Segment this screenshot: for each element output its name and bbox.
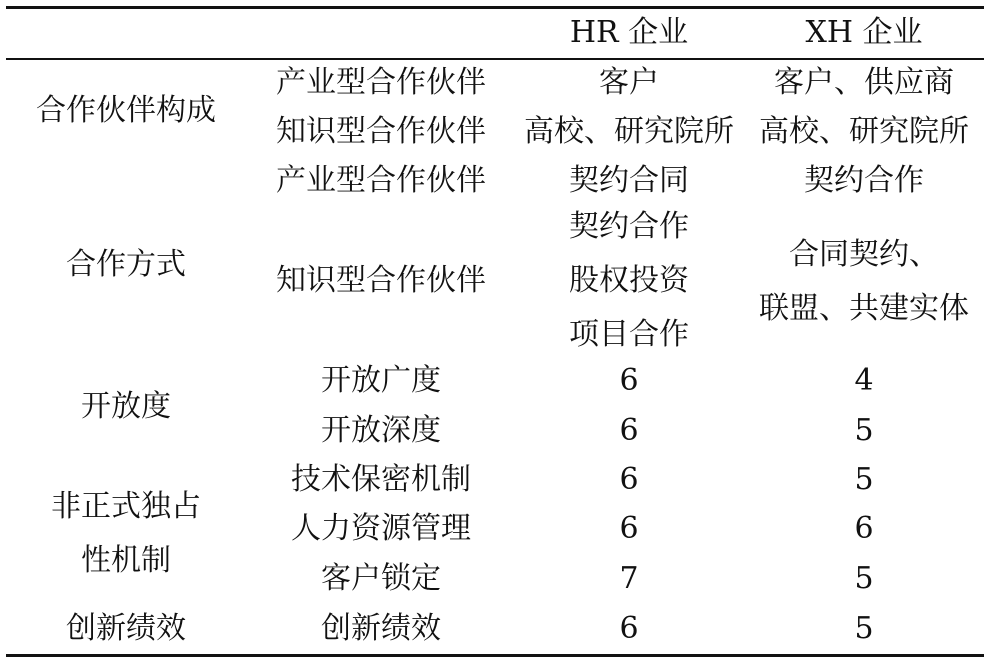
column-header-hr: HR 企业 xyxy=(569,15,689,50)
group-label-informal-line1: 非正式独占 xyxy=(51,489,201,524)
row-hr-value-line2: 股权投资 xyxy=(569,263,689,298)
row-sub-label: 技术保密机制 xyxy=(291,462,471,497)
row-sub-label: 人力资源管理 xyxy=(291,511,471,546)
row-sub-label: 产业型合作伙伴 xyxy=(276,163,486,198)
row-hr-value: 6 xyxy=(619,413,639,448)
row-xh-value: 5 xyxy=(854,611,874,646)
row-xh-value: 5 xyxy=(854,561,874,596)
row-sub-label: 知识型合作伙伴 xyxy=(276,263,486,298)
row-xh-value: 6 xyxy=(854,511,874,546)
column-header-xh: XH 企业 xyxy=(805,15,923,50)
row-hr-value: 6 xyxy=(619,462,639,497)
row-xh-value: 客户、供应商 xyxy=(774,65,954,100)
row-hr-value: 契约合同 xyxy=(569,163,689,198)
group-label-method: 合作方式 xyxy=(66,247,186,282)
table-bottom-rule xyxy=(6,654,984,657)
group-label-openness: 开放度 xyxy=(81,389,171,424)
row-xh-value: 5 xyxy=(854,413,874,448)
row-hr-value: 6 xyxy=(619,511,639,546)
row-sub-label: 创新绩效 xyxy=(321,611,441,646)
row-hr-value: 客户 xyxy=(599,65,659,100)
row-sub-label: 开放广度 xyxy=(321,363,441,398)
row-sub-label: 产业型合作伙伴 xyxy=(276,65,486,100)
row-hr-value-line3: 项目合作 xyxy=(569,317,689,352)
row-xh-value-line2: 联盟、共建实体 xyxy=(759,291,969,326)
row-sub-label: 知识型合作伙伴 xyxy=(276,114,486,149)
row-xh-value-line1: 合同契约、 xyxy=(789,237,939,272)
row-hr-value-line1: 契约合作 xyxy=(569,209,689,244)
row-xh-value: 4 xyxy=(854,363,874,398)
row-hr-value: 高校、研究院所 xyxy=(524,114,734,149)
table-header-rule xyxy=(6,58,984,60)
group-label-partner: 合作伙伴构成 xyxy=(36,93,216,128)
row-hr-value: 7 xyxy=(619,561,639,596)
row-xh-value: 5 xyxy=(854,462,874,497)
group-label-innovation: 创新绩效 xyxy=(66,611,186,646)
group-label-informal-line2: 性机制 xyxy=(81,543,171,578)
row-sub-label: 客户锁定 xyxy=(321,561,441,596)
row-hr-value: 6 xyxy=(619,363,639,398)
row-hr-value: 6 xyxy=(619,611,639,646)
table-top-rule xyxy=(6,6,984,9)
row-xh-value: 契约合作 xyxy=(804,163,924,198)
row-xh-value: 高校、研究院所 xyxy=(759,114,969,149)
row-sub-label: 开放深度 xyxy=(321,413,441,448)
